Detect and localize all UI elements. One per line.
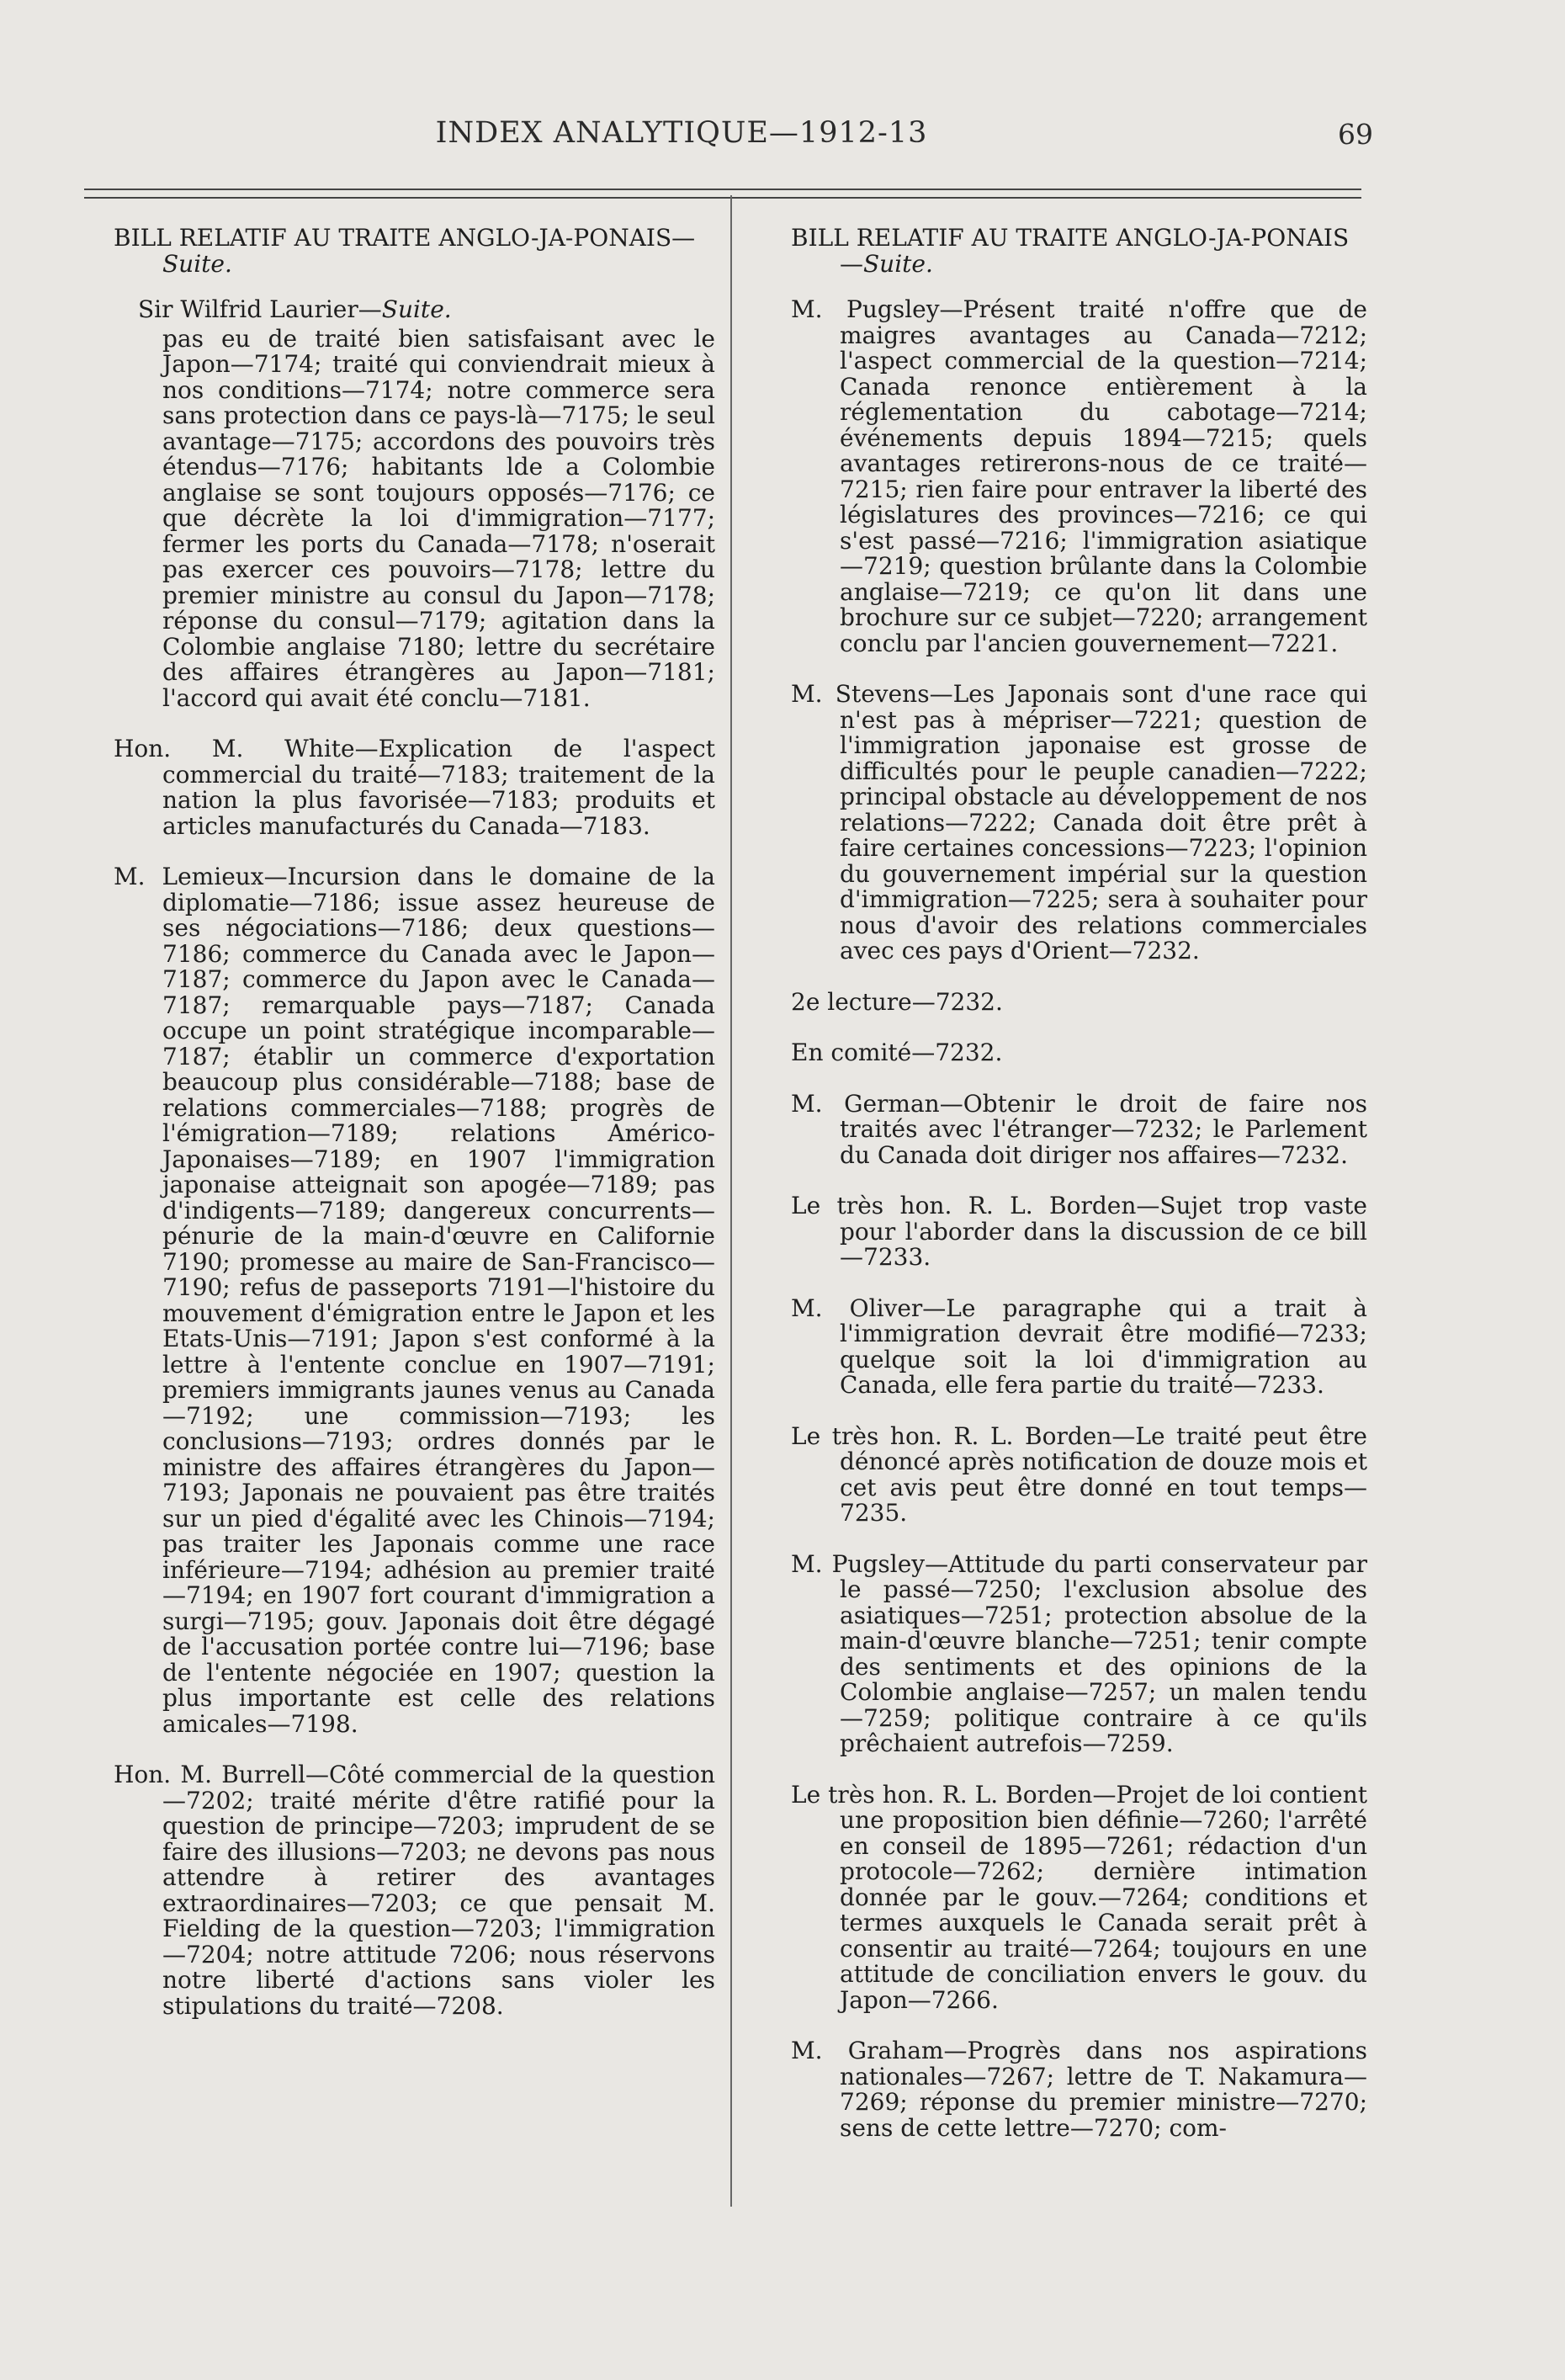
index-entry: Le très hon. R. L. Borden—Projet de loi contient une proposition bien définie—7260; l'arrêté en conseil de 1895—7261; rédaction d'un protocole—7262; dernière intimation donnée par le gouv.—7264; conditions et termes auxquels le Canada serait prêt à consentir au traité—7264; toujours en une attitude de conciliation envers le gouv. du Japon—7266. (791, 1780, 1367, 2014)
index-entry: 2e lecture—7232. (791, 987, 1003, 1016)
left-heading-text: BILL RELATIF AU TRAITE ANGLO-JA-PONAIS— (114, 224, 696, 252)
index-entry: M. Stevens—Les Japonais sont d'une race qui n'est pas à mépriser—7221; question de l'immigration japonaise est grosse de difficultés pour le peuple canadien—7222; principal obstacle au développement de nos relations—7222; Canada doit être prêt à faire certaines concessions—7223; l'opinion du gouvernement impérial sur la question d'immigration—7225; sera à souhaiter pour nous d'avoir des relations commerciales avec ces pays d'Orient—7232. (791, 680, 1367, 964)
index-entry: Hon. M. White—Explication de l'aspect commercial du traité—7183; traitement de la nation la plus favorisée—7183; produits et articles manufacturés du Canada—7183. (114, 735, 715, 840)
index-entry: M. Lemieux—Incursion dans le domaine de la diplomatie—7186; issue assez heureuse de ses négociations—7186; deux questions—7186; commerce du Canada avec le Japon—7187; commerce du Japon avec le Canada—7187; remarquable pays—7187; Canada occupe un point stratégique incomparable—7187; établir un commerce d'exportation beaucoup plus considérable—7188; base de relations commerciales—7188; progrès de l'émigration—7189; relations Américo-Japonaises—7189; en 1907 l'immigration japonaise atteignait son apogée—7189; pas d'indigents—7189; dangereux concurrents—pénurie de la main-d'œuvre en Californie 7190; promesse au maire de San-Francisco—7190; refus de passeports 7191—l'histoire du mouvement d'émigration entre le Japon et les Etats-Unis—7191; Japon s'est conformé à la lettre à l'entente conclue en 1907—7191; premiers immigrants jaunes venus au Canada—7192; une commission—7193; les conclusions—7193; ordres donnés par le ministre des affaires étrangères du Japon—7193; Japonais ne pouvaient pas être traités sur un pied d'égalité avec les Chinois—7194; pas traiter les Japonais comme une race inférieure—7194; adhésion au premier traité—7194; en 1907 fort courant d'immigration a surgi—7195; gouv. Japonais doit être dégagé de l'accusation portée contre lui—7196; base de l'entente négociée en 1907; question la plus importante est celle des relations amicales—7198. (114, 863, 715, 1738)
index-entry: Le très hon. R. L. Borden—Le traité peut être dénoncé après notification de douze mois et cet avis peut être donné en tout temps—7235. (791, 1421, 1367, 1527)
continuation-speaker-name: Sir Wilfrid Laurier— (138, 295, 382, 323)
column-divider (730, 195, 732, 2207)
left-heading-suffix: Suite. (162, 249, 232, 278)
running-title: INDEX ANALYTIQUE—1912-13 (435, 116, 928, 150)
index-entry: M. Pugsley—Présent traité n'offre que de maigres avantages au Canada—7212; l'aspect commercial de la question—7214; Canada renonce entièrement à la réglementation du cabotage—7214; événements depuis 1894—7215; quels avantages retirerons-nous de ce traité—7215; rien faire pour entraver la liberté des législatures des provinces—7216; ce qui s'est passé—7216; l'immigration asiatique—7219; question brûlante dans la Colombie anglaise—7219; ce qu'on lit dans une brochure sur ce subjet—7220; arrangement conclu par l'ancien gouvernement—7221. (791, 295, 1367, 657)
index-entry: M. German—Obtenir le droit de faire nos traités avec l'étranger—7232; le Parlement du Canada doit diriger nos affaires—7232. (791, 1089, 1367, 1169)
continuation-text: pas eu de traité bien satisfaisant avec le Japon—7174; traité qui conviendrait mieux à nos conditions—7174; notre commerce sera sans protection dans ce pays-là—7175; le seul avantage—7175; accordons des pouvoirs très étendus—7176; habitants lde a Colombie anglaise se sont toujours opposés—7176; ce que décrète la loi d'immigration—7177; fermer les ports du Canada—7178; n'oserait pas exercer ces pouvoirs—7178; lettre du premier ministre au consul du Japon—7178; réponse du consul—7179; agitation dans la Colombie anglaise 7180; lettre du secrétaire des affaires étrangères au Japon—7181; l'accord qui avait été conclu—7181. (162, 324, 715, 712)
index-entry: Hon. M. Burrell—Côté commercial de la question—7202; traité mérite d'être ratifié pour la question de principe—7203; imprudent de se faire des illusions—7203; ne devons pas nous attendre à retirer des avantages extraordinaires—7203; ce que pensait M. Fielding de la question—7203; l'immigration—7204; notre attitude 7206; nous réservons notre liberté d'actions sans violer les stipulations du traité—7208. (114, 1761, 715, 2020)
left-column (114, 226, 715, 2044)
right-column-heading (791, 226, 1367, 277)
index-entry: M. Graham—Progrès dans nos aspirations nationales—7267; lettre de T. Nakamura—7269; réponse du premier ministre—7270; sens de cette lettre—7270; com- (791, 2037, 1367, 2142)
index-entry: Le très hon. R. L. Borden—Sujet trop vaste pour l'aborder dans la discussion de ce bill—7233. (791, 1192, 1367, 1271)
index-entry: M. Pugsley—Attitude du parti conservateur par le passé—7250; l'exclusion absolue des asiatiques—7251; protection absolue de la main-d'œuvre blanche—7251; tenir compte des sentiments et des opinions de la Colombie anglaise—7257; un malen tendu—7259; politique contraire à ce qu'ils prêchaient autrefois—7259. (791, 1549, 1367, 1757)
page-number: 69 (1338, 118, 1373, 151)
index-entry: En comité—7232. (791, 1039, 1003, 1066)
right-column (791, 226, 1367, 2166)
right-heading-text: BILL RELATIF AU TRAITE ANGLO-JA-PONAIS— (791, 224, 1350, 278)
header-rule-bottom (84, 197, 1361, 199)
index-entry: M. Oliver—Le paragraphe qui a trait à l'immigration devrait être modifié—7233; quelque soit la loi d'immigration au Canada, elle fera partie du traité—7233. (791, 1294, 1367, 1399)
continuation-speaker (114, 297, 715, 323)
left-column-heading (114, 226, 715, 277)
right-heading-suffix: Suite. (863, 249, 933, 278)
continuation-speaker-suffix: Suite. (381, 295, 452, 323)
header-rule-top (84, 189, 1361, 190)
